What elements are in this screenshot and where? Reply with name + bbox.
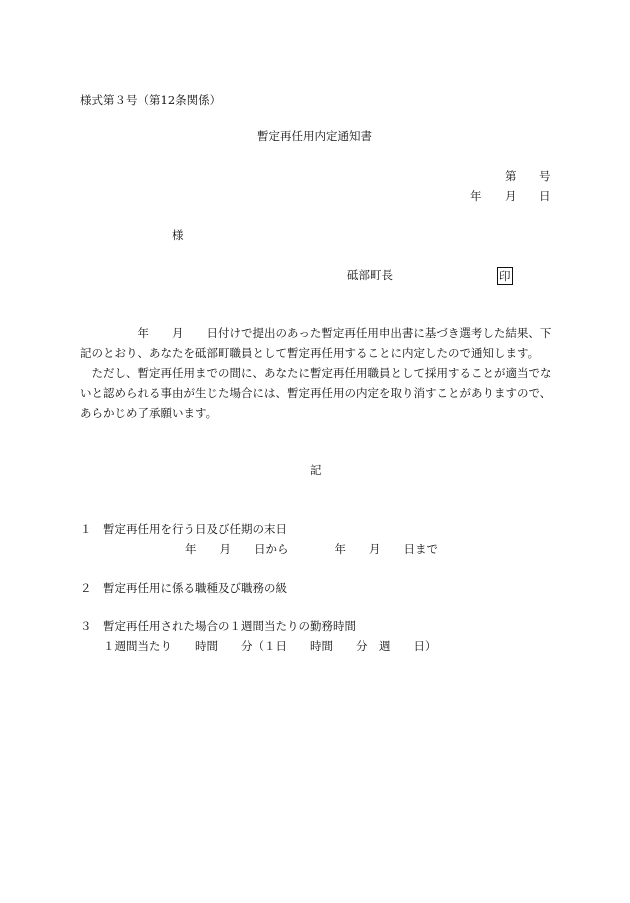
doc-number-dai: 第: [505, 169, 517, 183]
body-line: 年 月 日付けで提出のあった暫定再任用申出書に基づき選考した結果、下: [80, 326, 552, 340]
date-month: 月: [505, 189, 517, 203]
seal-mark: 印: [499, 269, 511, 283]
seal-box: [497, 267, 513, 285]
form-label: 様式第３号（第12条関係）: [80, 93, 222, 107]
date-year: 年: [470, 189, 482, 203]
doc-number-go: 号: [539, 169, 551, 183]
item-3-text: 暫定再任用された場合の１週間当たりの勤務時間: [103, 619, 356, 633]
date-day: 日: [539, 189, 551, 203]
ki-heading: 記: [310, 463, 322, 477]
body-line: あらかじめ了承願います。: [80, 406, 218, 420]
recipient-suffix: 様: [172, 228, 184, 242]
body-line: ただし、暫定再任用までの間に、あなたに暫定再任用職員として採用することが適当でな: [80, 366, 552, 380]
page-title: 暫定再任用内定通知書: [257, 129, 372, 143]
body-paragraph: [80, 323, 550, 423]
item-2-text: 暫定再任用に係る職種及び職務の級: [103, 581, 287, 595]
item-3-detail: １週間当たり 時間 分（１日 時間 分 週 日）: [103, 639, 437, 653]
item-1-text: 暫定再任用を行う日及び任期の末日: [103, 522, 287, 536]
body-line: 記のとおり、あなたを砥部町職員として暫定再任用することに内定したので通知します。: [80, 346, 540, 360]
issuer-name: 砥部町長: [347, 268, 393, 282]
body-line: いと認められる事由が生じた場合には、暫定再任用の内定を取り消すことがありますので、: [80, 386, 552, 400]
item-2-number: ２: [80, 581, 92, 595]
item-1-detail: 年 月 日から 年 月 日まで: [185, 542, 438, 556]
item-1-number: １: [80, 522, 92, 536]
item-3-number: ３: [80, 619, 92, 633]
